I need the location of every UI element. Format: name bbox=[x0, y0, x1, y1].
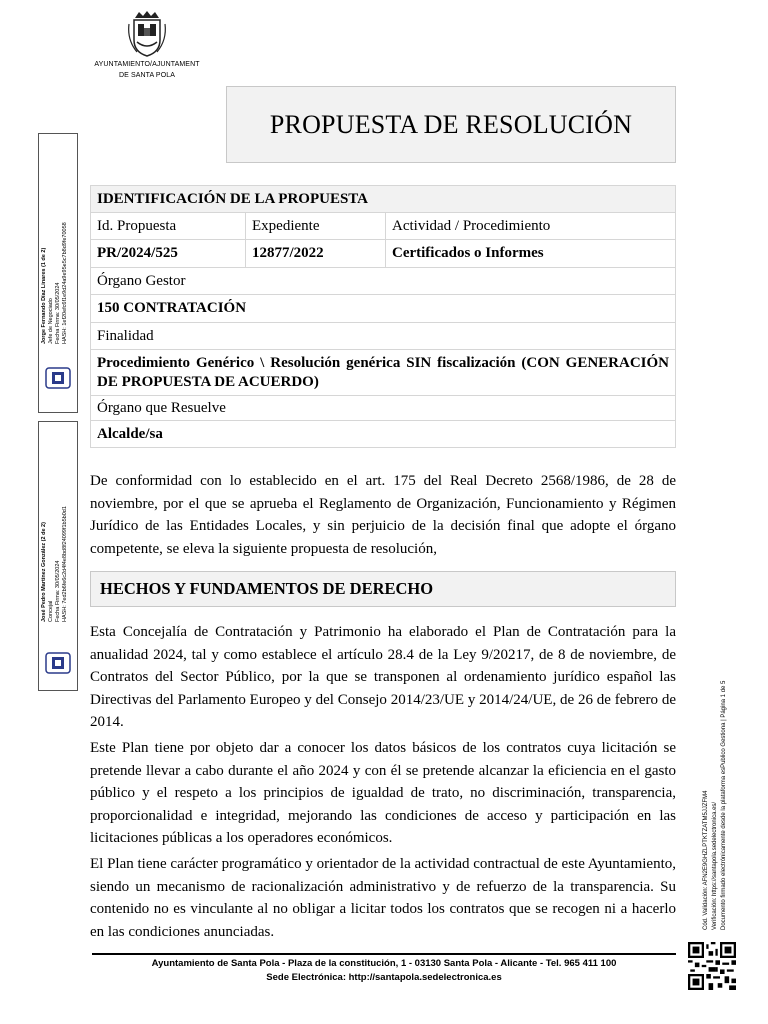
municipal-logo bbox=[92, 10, 202, 80]
qr-code-icon[interactable] bbox=[688, 942, 736, 990]
document-title: PROPUESTA DE RESOLUCIÓN bbox=[269, 109, 633, 139]
actividad-label: Actividad / Procedimiento bbox=[386, 213, 676, 240]
expediente-value: 12877/2022 bbox=[246, 240, 386, 268]
signature-1-name: Jorge Fernando Díaz Linares (1 de 2) bbox=[41, 247, 47, 344]
validation-code: Cód. Validación: AFN2E9GHZLPTKTZATM5JJZFM4 bbox=[703, 790, 709, 930]
section-heading: HECHOS Y FUNDAMENTOS DE DERECHO bbox=[100, 579, 434, 598]
actividad-value: Certificados o Informes bbox=[386, 240, 676, 268]
intro-paragraph: De conformidad con lo establecido en el art. 175 del Real Decreto 2568/1986, de 28 de noviembre, por el que se aprueba el Reglamento de Organización, Funcionamiento y Régimen Jurídico de las Entidades Locales, y sin perjuicio de la decisión final que adopte el órgano competente, se eleva la siguiente propuesta de resolución, bbox=[90, 473, 676, 557]
finalidad-label: Finalidad bbox=[91, 323, 676, 350]
footer-address: Ayuntamiento de Santa Pola - Plaza de la constitución, 1 - 03130 Santa Pola - Alicante - Tel. 965 411 100 bbox=[151, 958, 617, 969]
signature-1-text bbox=[41, 222, 69, 344]
body-paragraph-1: Esta Concejalía de Contratación y Patrimonio ha elaborado el Plan de Contratación para la anualidad 2024, tal y como establece el artículo 28.4 de la Ley 9/20217, de 8 de noviembre, de Contratos del Sector Público, por la que se transponen al ordenamiento jurídico español las Directivas del Parlamento Europeo y del Consejo 2014/23/UE y 2014/24/UE, de 26 de febrero de 2014. bbox=[90, 624, 676, 730]
organo-gestor-value: 150 CONTRATACIÓN bbox=[91, 295, 676, 323]
organo-resuelve-value: Alcalde/sa bbox=[91, 421, 676, 448]
signature-2-name: José Pedro Martínez González (2 de 2) bbox=[41, 522, 47, 622]
organo-gestor-label: Órgano Gestor bbox=[91, 268, 676, 295]
footer-sede-electronica: Sede Electrónica: http://santapola.sedelectronica.es bbox=[266, 972, 502, 983]
document-title-box bbox=[226, 86, 676, 163]
footer-divider bbox=[92, 953, 676, 955]
signature-stamp-2 bbox=[38, 421, 78, 691]
signature-2-date: Fecha Firma: 30/05/2024 bbox=[55, 560, 61, 622]
expediente-label: Expediente bbox=[246, 213, 386, 240]
id-propuesta-label: Id. Propuesta bbox=[91, 213, 246, 240]
logo-text-line2: DE SANTA POLA bbox=[118, 72, 176, 79]
signature-2-role: Concejal bbox=[48, 600, 54, 622]
identification-table bbox=[90, 185, 676, 448]
signature-stamp-1 bbox=[38, 133, 78, 413]
identification-heading: IDENTIFICACIÓN DE LA PROPUESTA bbox=[91, 186, 676, 213]
body-paragraph-2: Este Plan tiene por objeto dar a conocer los datos básicos de los contratos cuya licitación se pretende llevar a cabo durante el año 2024 y con él se pretende alcanzar la eficiencia en el gasto público y el respeto a los principios de igualdad de trato, no discriminación, transparencia, proporcionalidad e integridad, mejorando las condiciones de acceso y participación en las licitaciones públicas a los operadores económicos. bbox=[90, 740, 676, 846]
validation-strip bbox=[702, 630, 742, 930]
signature-2-text bbox=[41, 506, 69, 622]
validation-page-info: Documento firmado electrónicamente desde la plataforma esPublico Gestiona | Página 1 de 5 bbox=[721, 680, 727, 930]
signature-seal-icon bbox=[45, 652, 71, 674]
logo-text-line1: AYUNTAMIENTO/AJUNTAMENT bbox=[94, 61, 200, 68]
signature-2-hash: HASH: 7ed2b6fe6c2d4f4e8bd8f24099f1b5b0d1 bbox=[62, 506, 68, 622]
organo-resuelve-label: Órgano que Resuelve bbox=[91, 396, 676, 421]
signature-1-date: Fecha Firma: 30/05/2024 bbox=[55, 282, 61, 344]
body-paragraph-3: El Plan tiene carácter programático y orientador de la actividad contractual de este Ayuntamiento, siendo un mecanismo de racionalización administrativo y de refuerzo de la transparencia. Su contenido no es vinculante al no obligar a licitar todos los contratos que se recogen ni a hacerlo en las condiciones anunciadas. bbox=[90, 856, 676, 940]
signature-1-role: Jefe de Negociado bbox=[48, 298, 54, 344]
id-propuesta-value: PR/2024/525 bbox=[91, 240, 246, 268]
section-heading-box bbox=[90, 571, 676, 607]
finalidad-value: Procedimiento Genérico \ Resolución genérica SIN fiscalización (CON GENERACIÓN DE PROPUESTA DE ACUERDO) bbox=[91, 350, 676, 396]
signature-1-hash: HASH: 1ef20efc6f1e9d24a9e95e5c7b8d9fe70058 bbox=[62, 222, 68, 344]
validation-url[interactable]: Verificación: https://santapola.sedelectronica.es/ bbox=[712, 801, 718, 930]
signature-seal-icon bbox=[45, 367, 71, 389]
coat-of-arms-icon bbox=[125, 10, 169, 58]
